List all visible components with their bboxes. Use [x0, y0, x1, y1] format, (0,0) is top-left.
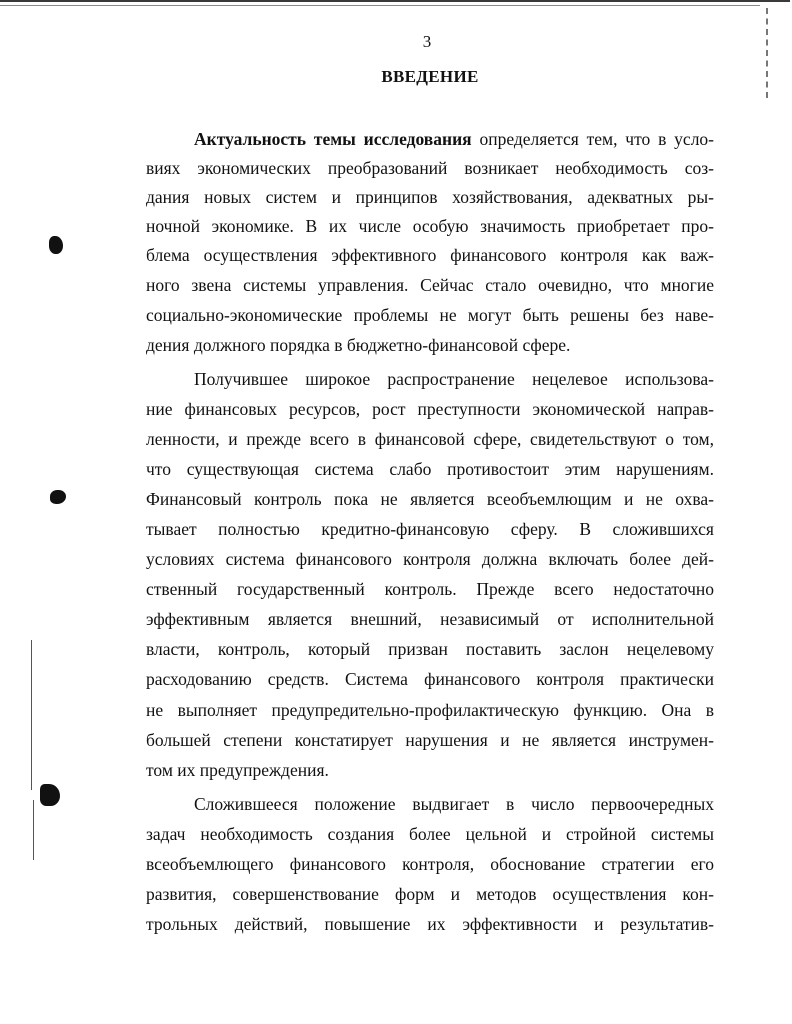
paragraph-2-line-1: Получившее широкое распространение нецелевое использова-: [194, 369, 714, 389]
paragraph-2-line-11: расходованию средств. Система финансового контроля практически: [146, 669, 714, 689]
paragraph-1-line-7: социально-экономические проблемы не могут быть решены без наве-: [146, 305, 714, 325]
paragraph-2-line-9: эффективным является внешний, независимый от исполнительной: [146, 609, 714, 629]
paragraph-2-line-8: ственный государственный контроль. Прежде всего недостаточно: [146, 579, 714, 599]
scan-right-edge-mark: [766, 8, 768, 98]
paragraph-3-line-1: Сложившееся положение выдвигает в число первоочередных: [194, 794, 714, 814]
paragraph-2-line-6: тывает полностью кредитно-финансовую сферу. В сложившихся: [146, 519, 714, 539]
scan-top-border-inner: [0, 5, 760, 6]
scan-left-margin-line-lower: [33, 800, 34, 860]
scan-top-border: [0, 0, 790, 2]
hole-punch-mark-top: [49, 236, 63, 254]
paragraph-2-line-12: не выполняет предупредительно-профилактическую функцию. Она в: [146, 700, 714, 720]
hole-punch-mark-middle: [50, 490, 66, 504]
paragraph-1-line-6: ного звена системы управления. Сейчас стало очевидно, что многие: [146, 275, 714, 295]
paragraph-1-lead: Актуальность темы исследования: [194, 129, 472, 149]
paragraph-3-line-2: задач необходимость создания более цельной и стройной системы: [146, 824, 714, 844]
section-heading: ВВЕДЕНИЕ: [381, 67, 479, 86]
paragraph-2-line-14: том их предупреждения.: [146, 760, 329, 780]
paragraph-1-line-4: ночной экономике. В их числе особую значимость приобретает про-: [146, 216, 714, 236]
paragraph-1-line-2: виях экономических преобразований возникает необходимость соз-: [146, 158, 714, 178]
paragraph-1-line-1: [194, 127, 714, 151]
page-number: 3: [422, 32, 432, 51]
paragraph-2-line-2: ние финансовых ресурсов, рост преступности экономической направ-: [146, 399, 714, 419]
paragraph-2-line-10: власти, контроль, который призван поставить заслон нецелевому: [146, 639, 714, 659]
paragraph-2-line-13: большей степени констатирует нарушения и не является инструмен-: [146, 730, 714, 750]
paragraph-3-line-5: трольных действий, повышение их эффективности и результатив-: [146, 914, 714, 934]
paragraph-2-line-3: ленности, и прежде всего в финансовой сфере, свидетельствуют о том,: [146, 429, 714, 449]
paragraph-1-line-5: блема осуществления эффективного финансового контроля как важ-: [146, 245, 714, 265]
paragraph-2-line-4: что существующая система слабо противостоит этим нарушениям.: [146, 459, 714, 479]
paragraph-1-line-3: дания новых систем и принципов хозяйствования, адекватных ры-: [146, 187, 714, 207]
paragraph-2-line-7: условиях система финансового контроля должна включать более дей-: [146, 549, 714, 569]
paragraph-2-line-5: Финансовый контроль пока не является всеобъемлющим и не охва-: [146, 489, 714, 509]
scan-left-margin-line: [31, 640, 32, 790]
paragraph-1-line-1-text: определяется тем, что в усло-: [471, 129, 715, 149]
paragraph-1-line-8: дения должного порядка в бюджетно-финансовой сфере.: [146, 335, 571, 355]
paragraph-3-line-4: развития, совершенствование форм и методов осуществления кон-: [146, 884, 714, 904]
paragraph-3-line-3: всеобъемлющего финансового контроля, обоснование стратегии его: [146, 854, 714, 874]
hole-punch-mark-bottom: [40, 784, 60, 806]
